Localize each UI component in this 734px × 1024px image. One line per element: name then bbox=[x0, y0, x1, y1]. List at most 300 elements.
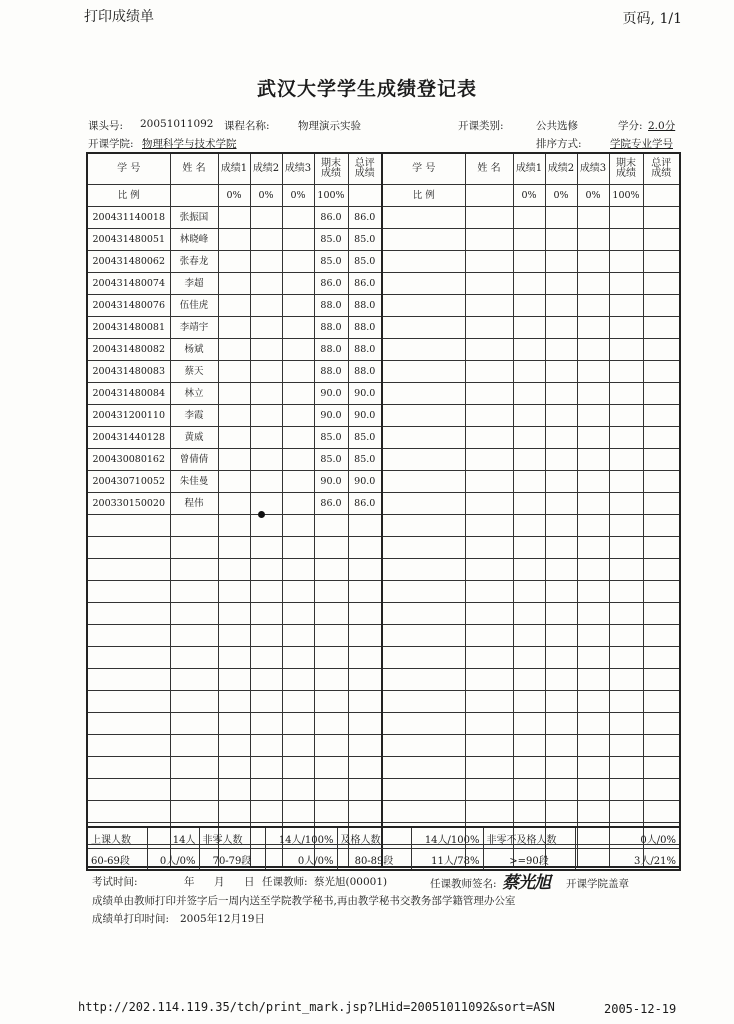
score1-cell bbox=[218, 735, 250, 757]
score1-cell bbox=[218, 647, 250, 669]
score1-cell bbox=[218, 559, 250, 581]
right-name-cell bbox=[465, 229, 513, 251]
final-score-cell bbox=[314, 669, 348, 691]
right-final-score-cell bbox=[609, 625, 643, 647]
stat-value: 14人 bbox=[147, 827, 199, 849]
right-student-id-cell bbox=[382, 405, 465, 427]
table-row bbox=[87, 295, 680, 317]
right-name-cell bbox=[465, 515, 513, 537]
score2-cell bbox=[250, 207, 282, 229]
student-id-cell bbox=[87, 801, 170, 823]
score3-cell bbox=[282, 449, 314, 471]
right-score3-cell bbox=[577, 515, 609, 537]
name-cell bbox=[170, 801, 218, 823]
score2-cell bbox=[250, 515, 282, 537]
signature-label: 任课教师签名: bbox=[430, 878, 497, 890]
student-id-cell: 200431480083 bbox=[87, 361, 170, 383]
right-score3-cell bbox=[577, 801, 609, 823]
right-score2-cell bbox=[545, 493, 577, 515]
stat-value: 11人/78% bbox=[411, 849, 483, 871]
table-row bbox=[87, 229, 680, 251]
score2-cell bbox=[250, 361, 282, 383]
score2-cell bbox=[250, 757, 282, 779]
source-url: http://202.114.119.35/tch/print_mark.jsp?LHid=20051011092&sort=ASN bbox=[78, 1000, 555, 1014]
ratio-row bbox=[87, 185, 680, 207]
right-student-id-cell bbox=[382, 559, 465, 581]
right-name-cell bbox=[465, 383, 513, 405]
right-final-score-cell bbox=[609, 339, 643, 361]
score3-cell bbox=[282, 713, 314, 735]
right-score3-cell: 0% bbox=[577, 185, 609, 207]
teacher-name: 蔡光旭(00001) bbox=[314, 876, 388, 888]
student-id-cell: 200431200110 bbox=[87, 405, 170, 427]
grades-table bbox=[86, 152, 681, 868]
total-score-cell: 88.0 bbox=[348, 295, 382, 317]
student-id-cell bbox=[87, 735, 170, 757]
right-score3-cell bbox=[577, 295, 609, 317]
student-id-cell: 200430080162 bbox=[87, 449, 170, 471]
right-score3-cell bbox=[577, 383, 609, 405]
right-score1-cell bbox=[513, 405, 545, 427]
right-final-score-cell bbox=[609, 669, 643, 691]
right-total-score-cell bbox=[643, 207, 680, 229]
right-score1-cell bbox=[513, 383, 545, 405]
right-final-score-cell bbox=[609, 229, 643, 251]
right-student-id-cell bbox=[382, 581, 465, 603]
score3-cell bbox=[282, 493, 314, 515]
right-score1-cell bbox=[513, 471, 545, 493]
score1-cell bbox=[218, 449, 250, 471]
stat-label: >=90段 bbox=[483, 849, 575, 871]
right-score1-cell bbox=[513, 361, 545, 383]
right-score1-cell bbox=[513, 251, 545, 273]
stat-label: 及格人数 bbox=[337, 827, 411, 849]
table-row bbox=[87, 427, 680, 449]
right-score3-cell: 成绩3 bbox=[577, 153, 609, 185]
right-name-cell bbox=[465, 317, 513, 339]
score1-cell bbox=[218, 207, 250, 229]
right-final-score-cell bbox=[609, 581, 643, 603]
right-total-score-cell bbox=[643, 735, 680, 757]
right-score2-cell bbox=[545, 581, 577, 603]
right-score1-cell bbox=[513, 801, 545, 823]
course-no-label: 课头号: bbox=[88, 120, 124, 132]
empty-row bbox=[87, 713, 680, 735]
empty-row bbox=[87, 801, 680, 823]
right-score1-cell bbox=[513, 427, 545, 449]
right-total-score-cell bbox=[643, 625, 680, 647]
right-score3-cell bbox=[577, 361, 609, 383]
student-id-cell: 200431480084 bbox=[87, 383, 170, 405]
right-final-score-cell bbox=[609, 779, 643, 801]
score3-cell bbox=[282, 427, 314, 449]
right-name-cell bbox=[465, 339, 513, 361]
empty-row bbox=[87, 515, 680, 537]
right-score2-cell bbox=[545, 361, 577, 383]
right-total-score-cell bbox=[643, 339, 680, 361]
right-score1-cell bbox=[513, 603, 545, 625]
score2-cell bbox=[250, 735, 282, 757]
score3-cell bbox=[282, 559, 314, 581]
right-score2-cell bbox=[545, 471, 577, 493]
score1-cell bbox=[218, 603, 250, 625]
total-score-cell: 85.0 bbox=[348, 427, 382, 449]
score3-cell bbox=[282, 339, 314, 361]
student-id-cell bbox=[87, 537, 170, 559]
stat-value: 3人/21% bbox=[575, 849, 680, 871]
right-student-id-cell bbox=[382, 603, 465, 625]
score2-cell bbox=[250, 559, 282, 581]
right-score2-cell: 成绩2 bbox=[545, 153, 577, 185]
total-score-cell bbox=[348, 647, 382, 669]
right-student-id-cell: 比 例 bbox=[382, 185, 465, 207]
empty-row bbox=[87, 581, 680, 603]
total-score-cell: 90.0 bbox=[348, 471, 382, 493]
score1-cell bbox=[218, 295, 250, 317]
score2-cell bbox=[250, 603, 282, 625]
score2-cell bbox=[250, 317, 282, 339]
score3-cell bbox=[282, 735, 314, 757]
right-score1-cell: 0% bbox=[513, 185, 545, 207]
student-id-cell bbox=[87, 691, 170, 713]
final-score-cell bbox=[314, 757, 348, 779]
score1-cell bbox=[218, 471, 250, 493]
student-id-cell: 200431480062 bbox=[87, 251, 170, 273]
right-name-cell bbox=[465, 801, 513, 823]
name-cell bbox=[170, 515, 218, 537]
right-student-id-cell bbox=[382, 801, 465, 823]
right-name-cell bbox=[465, 405, 513, 427]
right-student-id-cell bbox=[382, 713, 465, 735]
right-name-cell: 姓 名 bbox=[465, 153, 513, 185]
score3-cell bbox=[282, 779, 314, 801]
score2-cell bbox=[250, 405, 282, 427]
right-final-score-cell bbox=[609, 383, 643, 405]
score2-cell bbox=[250, 339, 282, 361]
right-total-score-cell bbox=[643, 361, 680, 383]
score1-cell bbox=[218, 383, 250, 405]
score3-cell bbox=[282, 317, 314, 339]
student-id-cell bbox=[87, 669, 170, 691]
right-name-cell bbox=[465, 559, 513, 581]
empty-row bbox=[87, 691, 680, 713]
right-total-score-cell bbox=[643, 691, 680, 713]
total-score-cell bbox=[348, 603, 382, 625]
right-student-id-cell bbox=[382, 207, 465, 229]
right-total-score-cell bbox=[643, 251, 680, 273]
table-row bbox=[87, 251, 680, 273]
name-cell: 李霞 bbox=[170, 405, 218, 427]
student-id-cell bbox=[87, 603, 170, 625]
right-total-score-cell bbox=[643, 185, 680, 207]
empty-row bbox=[87, 779, 680, 801]
final-score-cell bbox=[314, 779, 348, 801]
score1-cell bbox=[218, 779, 250, 801]
right-score1-cell bbox=[513, 713, 545, 735]
college-label: 开课学院: bbox=[88, 138, 134, 150]
right-total-score-cell bbox=[643, 647, 680, 669]
name-cell bbox=[170, 185, 218, 207]
right-score2-cell bbox=[545, 647, 577, 669]
student-id-cell: 200431140018 bbox=[87, 207, 170, 229]
right-final-score-cell bbox=[609, 537, 643, 559]
course-no: 20051011092 bbox=[140, 118, 214, 130]
handwritten-signature: 蔡光旭 bbox=[502, 873, 550, 893]
score3-cell bbox=[282, 251, 314, 273]
final-score-cell: 85.0 bbox=[314, 449, 348, 471]
right-total-score-cell bbox=[643, 493, 680, 515]
right-name-cell bbox=[465, 757, 513, 779]
right-final-score-cell bbox=[609, 757, 643, 779]
right-final-score-cell bbox=[609, 603, 643, 625]
name-cell bbox=[170, 779, 218, 801]
name-cell bbox=[170, 581, 218, 603]
right-score1-cell bbox=[513, 493, 545, 515]
right-score1-cell bbox=[513, 757, 545, 779]
score2-cell bbox=[250, 537, 282, 559]
name-cell: 张春龙 bbox=[170, 251, 218, 273]
total-score-cell bbox=[348, 559, 382, 581]
right-score2-cell bbox=[545, 295, 577, 317]
right-score2-cell bbox=[545, 757, 577, 779]
score2-cell bbox=[250, 251, 282, 273]
right-final-score-cell bbox=[609, 427, 643, 449]
score3-cell: 0% bbox=[282, 185, 314, 207]
right-final-score-cell bbox=[609, 559, 643, 581]
final-score-cell: 85.0 bbox=[314, 229, 348, 251]
final-score-cell: 86.0 bbox=[314, 273, 348, 295]
right-student-id-cell bbox=[382, 669, 465, 691]
table-row bbox=[87, 405, 680, 427]
score1-cell bbox=[218, 669, 250, 691]
right-score2-cell bbox=[545, 515, 577, 537]
right-score3-cell bbox=[577, 229, 609, 251]
right-final-score-cell bbox=[609, 207, 643, 229]
name-cell bbox=[170, 625, 218, 647]
submission-note: 成绩单由教师打印并签字后一周内送至学院教学秘书,再由教学秘书交教务部学籍管理办公室 bbox=[92, 895, 516, 907]
total-score-cell bbox=[348, 691, 382, 713]
right-score3-cell bbox=[577, 603, 609, 625]
score2-cell bbox=[250, 779, 282, 801]
stat-label: 60-69段 bbox=[87, 849, 147, 871]
score2-cell bbox=[250, 493, 282, 515]
total-score-cell: 总评 成绩 bbox=[348, 153, 382, 185]
name-cell: 姓 名 bbox=[170, 153, 218, 185]
right-student-id-cell bbox=[382, 779, 465, 801]
score1-cell: 成绩1 bbox=[218, 153, 250, 185]
right-score3-cell bbox=[577, 317, 609, 339]
total-score-cell: 90.0 bbox=[348, 405, 382, 427]
total-score-cell: 86.0 bbox=[348, 273, 382, 295]
right-score2-cell bbox=[545, 559, 577, 581]
right-final-score-cell bbox=[609, 273, 643, 295]
score2-cell bbox=[250, 273, 282, 295]
stat-label: 70-79段 bbox=[199, 849, 265, 871]
right-score2-cell bbox=[545, 713, 577, 735]
score2-cell bbox=[250, 581, 282, 603]
score3-cell bbox=[282, 603, 314, 625]
right-student-id-cell bbox=[382, 229, 465, 251]
name-cell: 黄威 bbox=[170, 427, 218, 449]
total-score-cell: 86.0 bbox=[348, 207, 382, 229]
score1-cell bbox=[218, 801, 250, 823]
right-score3-cell bbox=[577, 669, 609, 691]
right-final-score-cell bbox=[609, 295, 643, 317]
total-score-cell bbox=[348, 779, 382, 801]
total-score-cell bbox=[348, 757, 382, 779]
table-row bbox=[87, 471, 680, 493]
print-time: 2005年12月19日 bbox=[180, 913, 265, 925]
right-score3-cell bbox=[577, 427, 609, 449]
right-student-id-cell bbox=[382, 493, 465, 515]
page-title: 武汉大学学生成绩登记表 bbox=[256, 78, 477, 100]
right-score3-cell bbox=[577, 625, 609, 647]
right-score3-cell bbox=[577, 493, 609, 515]
score2-cell bbox=[250, 295, 282, 317]
final-score-cell bbox=[314, 713, 348, 735]
score1-cell bbox=[218, 537, 250, 559]
right-score2-cell bbox=[545, 735, 577, 757]
sort-label: 排序方式: bbox=[536, 138, 582, 150]
right-final-score-cell bbox=[609, 471, 643, 493]
right-score3-cell bbox=[577, 251, 609, 273]
final-score-cell bbox=[314, 515, 348, 537]
score1-cell bbox=[218, 339, 250, 361]
score3-cell bbox=[282, 691, 314, 713]
right-score1-cell bbox=[513, 273, 545, 295]
right-score1-cell bbox=[513, 735, 545, 757]
right-name-cell bbox=[465, 647, 513, 669]
right-score3-cell bbox=[577, 207, 609, 229]
right-score2-cell bbox=[545, 339, 577, 361]
right-score1-cell bbox=[513, 537, 545, 559]
right-name-cell bbox=[465, 493, 513, 515]
score1-cell bbox=[218, 713, 250, 735]
final-score-cell: 88.0 bbox=[314, 295, 348, 317]
right-name-cell bbox=[465, 471, 513, 493]
score2-cell bbox=[250, 427, 282, 449]
table-row bbox=[87, 339, 680, 361]
stamp-label: 开课学院盖章 bbox=[566, 878, 629, 890]
score1-cell bbox=[218, 625, 250, 647]
right-student-id-cell bbox=[382, 471, 465, 493]
score3-cell bbox=[282, 515, 314, 537]
student-id-cell bbox=[87, 515, 170, 537]
stat-value: 0人/0% bbox=[265, 849, 337, 871]
ink-dot bbox=[258, 511, 265, 518]
final-score-cell: 88.0 bbox=[314, 361, 348, 383]
right-total-score-cell bbox=[643, 779, 680, 801]
right-score1-cell bbox=[513, 647, 545, 669]
total-score-cell bbox=[348, 669, 382, 691]
final-score-cell: 86.0 bbox=[314, 493, 348, 515]
empty-row bbox=[87, 625, 680, 647]
total-score-cell: 88.0 bbox=[348, 317, 382, 339]
right-student-id-cell bbox=[382, 757, 465, 779]
total-score-cell: 90.0 bbox=[348, 383, 382, 405]
score3-cell bbox=[282, 581, 314, 603]
table-row bbox=[87, 493, 680, 515]
right-score3-cell bbox=[577, 273, 609, 295]
right-score2-cell bbox=[545, 779, 577, 801]
name-cell: 朱佳曼 bbox=[170, 471, 218, 493]
right-name-cell bbox=[465, 295, 513, 317]
final-score-cell bbox=[314, 581, 348, 603]
final-score-cell: 期末 成绩 bbox=[314, 153, 348, 185]
stat-label: 非零不及格人数 bbox=[483, 827, 575, 849]
student-id-cell: 比 例 bbox=[87, 185, 170, 207]
exam-day: 日 bbox=[244, 876, 255, 888]
student-id-cell: 200431480082 bbox=[87, 339, 170, 361]
right-total-score-cell bbox=[643, 405, 680, 427]
right-score1-cell bbox=[513, 581, 545, 603]
score3-cell bbox=[282, 361, 314, 383]
right-student-id-cell bbox=[382, 735, 465, 757]
right-score1-cell bbox=[513, 317, 545, 339]
right-score2-cell bbox=[545, 317, 577, 339]
final-score-cell: 90.0 bbox=[314, 405, 348, 427]
name-cell bbox=[170, 603, 218, 625]
name-cell: 林晓峰 bbox=[170, 229, 218, 251]
table-row bbox=[87, 449, 680, 471]
category: 公共选修 bbox=[536, 120, 578, 132]
right-final-score-cell bbox=[609, 251, 643, 273]
right-score3-cell bbox=[577, 339, 609, 361]
final-score-cell: 90.0 bbox=[314, 471, 348, 493]
right-score3-cell bbox=[577, 471, 609, 493]
right-score1-cell bbox=[513, 339, 545, 361]
right-name-cell bbox=[465, 273, 513, 295]
right-score3-cell bbox=[577, 647, 609, 669]
empty-row bbox=[87, 757, 680, 779]
right-name-cell bbox=[465, 185, 513, 207]
stat-value: 0人/0% bbox=[575, 827, 680, 849]
final-score-cell bbox=[314, 625, 348, 647]
right-score1-cell bbox=[513, 207, 545, 229]
right-final-score-cell bbox=[609, 691, 643, 713]
student-id-cell bbox=[87, 713, 170, 735]
footer-date: 2005-12-19 bbox=[604, 1002, 677, 1016]
student-id-cell bbox=[87, 779, 170, 801]
header-row bbox=[87, 153, 680, 185]
score1-cell: 0% bbox=[218, 185, 250, 207]
score2-cell bbox=[250, 713, 282, 735]
table-row bbox=[87, 317, 680, 339]
total-score-cell: 88.0 bbox=[348, 339, 382, 361]
name-cell: 李超 bbox=[170, 273, 218, 295]
table-row bbox=[87, 383, 680, 405]
credit-label: 学分: bbox=[618, 120, 643, 132]
right-score1-cell bbox=[513, 449, 545, 471]
right-score1-cell bbox=[513, 691, 545, 713]
stat-label: 上课人数 bbox=[87, 827, 147, 849]
score3-cell bbox=[282, 405, 314, 427]
stat-value: 14人/100% bbox=[265, 827, 337, 849]
right-student-id-cell bbox=[382, 339, 465, 361]
final-score-cell: 85.0 bbox=[314, 251, 348, 273]
score3-cell bbox=[282, 471, 314, 493]
final-score-cell: 88.0 bbox=[314, 317, 348, 339]
score1-cell bbox=[218, 405, 250, 427]
header-left: 打印成绩单 bbox=[84, 9, 154, 25]
right-total-score-cell bbox=[643, 669, 680, 691]
right-name-cell bbox=[465, 625, 513, 647]
empty-row bbox=[87, 537, 680, 559]
score3-cell bbox=[282, 669, 314, 691]
right-final-score-cell bbox=[609, 647, 643, 669]
student-id-cell: 200431480074 bbox=[87, 273, 170, 295]
final-score-cell bbox=[314, 735, 348, 757]
